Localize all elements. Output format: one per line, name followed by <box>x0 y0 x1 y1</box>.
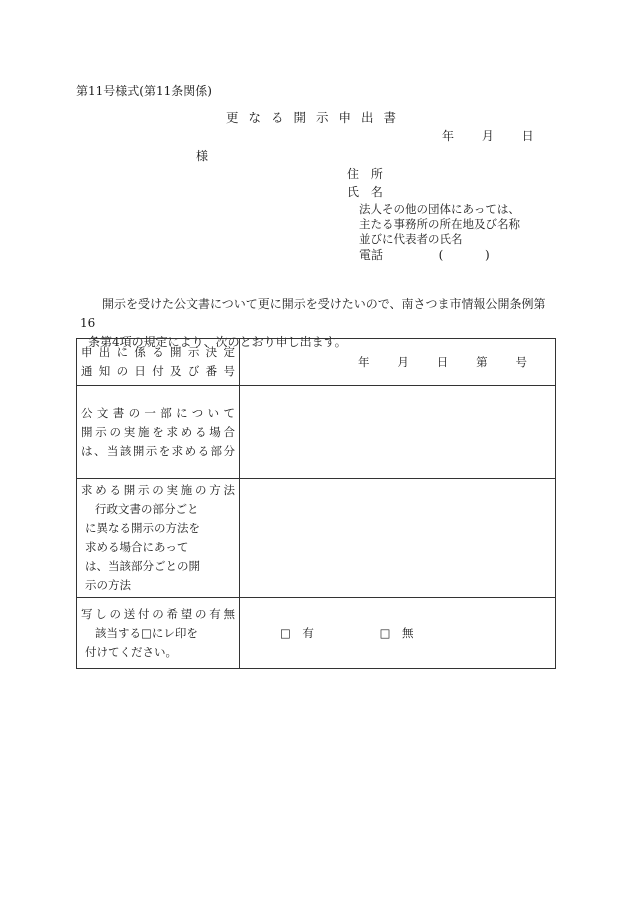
disclosure-method-label-cell <box>77 479 240 598</box>
row-label-line: 行政文書の部分ごと <box>95 502 199 516</box>
notice-year-label: 年 <box>358 355 370 369</box>
name-label: 氏 名 <box>347 185 387 199</box>
table-row <box>77 386 556 479</box>
row-label-line: 示の方法 <box>85 578 131 592</box>
row-label-line: 公文書の一部について <box>81 405 235 420</box>
address-label: 住 所 <box>347 167 387 181</box>
telephone-label: 電話 <box>359 248 384 262</box>
corp-note-line: 並びに代表者の氏名 <box>359 232 463 246</box>
notice-number-prefix: 第 <box>476 355 488 369</box>
row-label-line: は、当該開示を求める部分 <box>81 443 235 458</box>
row-label-line: は、当該部分ごとの開 <box>85 559 200 573</box>
date-month-label: 月 <box>481 129 494 143</box>
copy-delivery-label-cell <box>77 598 240 669</box>
date-day-label: 日 <box>521 129 534 143</box>
row-label-line: 付けてください。 <box>85 644 177 659</box>
intro-line: 条第4項の規定により、次のとおり申し出ます。 <box>88 335 347 349</box>
notice-day-label: 日 <box>436 355 449 369</box>
copy-no-checkbox[interactable]: □ 無 <box>379 626 414 640</box>
corp-note-line: 主たる事務所の所在地及び名称 <box>359 217 520 231</box>
row-label-line: 申出に係る開示決定 <box>81 345 235 359</box>
table-row <box>77 479 556 598</box>
addressee-suffix: 様 <box>196 149 209 163</box>
corporation-note <box>359 202 520 247</box>
partial-disclosure-value-cell[interactable] <box>240 386 556 479</box>
row-label-line: 写しの送付の希望の有無 <box>81 606 235 621</box>
telephone-paren-close: ) <box>485 248 490 262</box>
notice-number-suffix: 号 <box>515 355 527 369</box>
copy-delivery-value-cell <box>240 598 556 669</box>
row-label-line: 該当する□にレ印を <box>95 625 198 640</box>
decision-notice-label-cell <box>77 339 240 386</box>
application-table <box>76 338 556 669</box>
document-title: 更なる開示申出書 <box>226 110 407 125</box>
telephone-paren-open: ( <box>438 248 444 262</box>
intro-line: 開示を受けた公文書について更に開示を受けたいので、南さつま市情報公開条例第16 <box>80 297 546 330</box>
telephone-line <box>359 248 490 263</box>
row-label-line: 通知の日付及び番号 <box>81 364 235 378</box>
application-date <box>442 129 534 144</box>
table-row <box>77 339 556 386</box>
disclosure-method-value-cell[interactable] <box>240 479 556 598</box>
row-label-line: に異なる開示の方法を <box>85 521 200 535</box>
date-year-label: 年 <box>442 129 455 143</box>
corp-note-line: 法人その他の団体にあっては、 <box>359 202 520 216</box>
copy-yes-checkbox[interactable]: □ 有 <box>280 626 314 640</box>
decision-notice-value-cell[interactable] <box>240 339 556 386</box>
row-label-line: 求める場合にあって <box>85 540 189 554</box>
form-number: 第11号様式(第11条関係) <box>76 84 212 98</box>
row-label-line: 開示の実施を求める場合 <box>81 424 235 439</box>
notice-month-label: 月 <box>397 355 409 369</box>
table-row <box>77 598 556 669</box>
partial-disclosure-label-cell <box>77 386 240 479</box>
row-label-line: 求める開示の実施の方法 <box>81 483 235 497</box>
